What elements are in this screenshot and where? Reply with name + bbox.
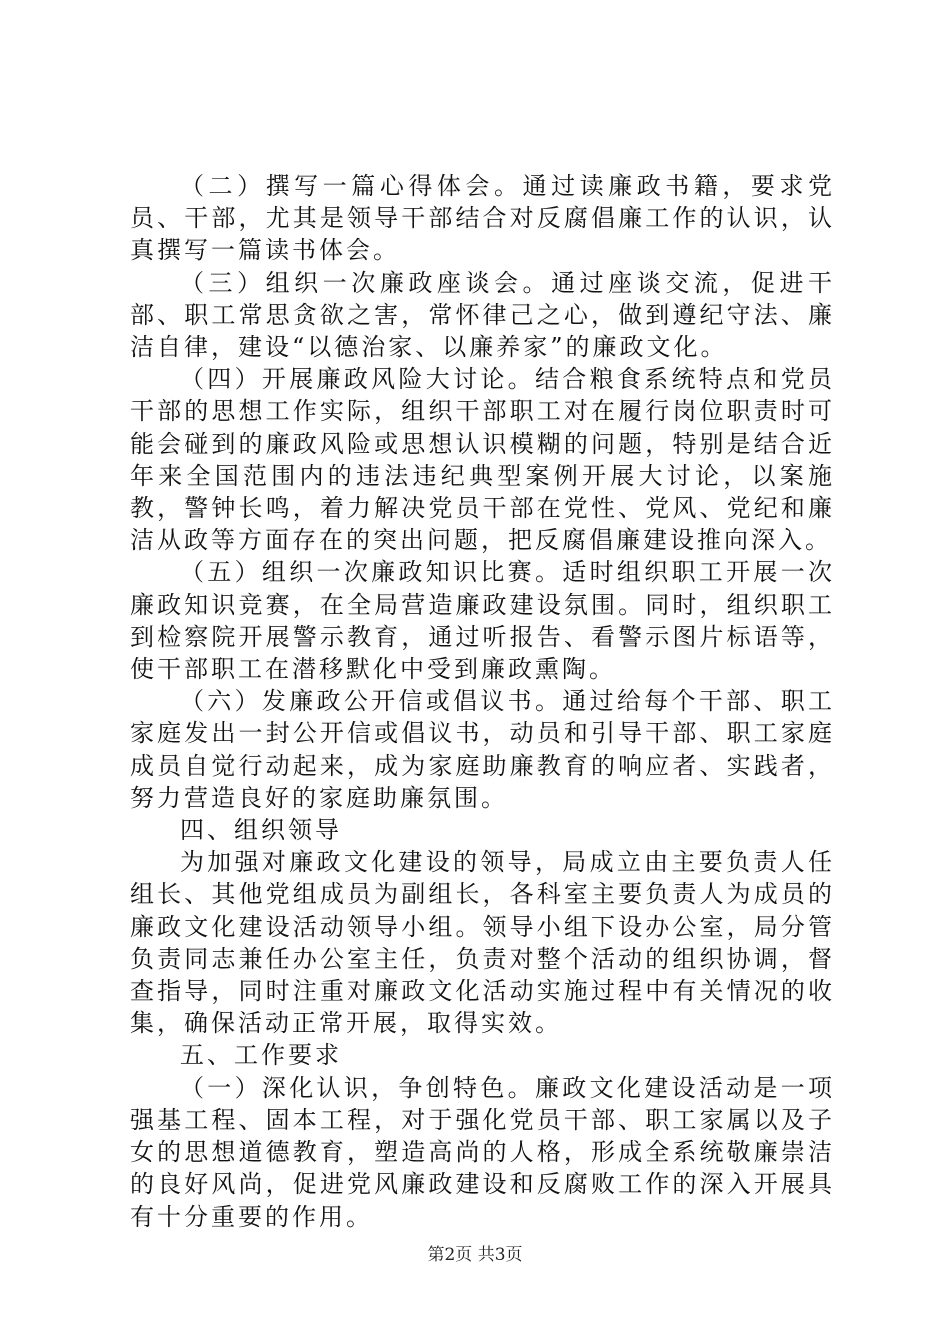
paragraph-organization: 为加强对廉政文化建设的领导，局成立由主要负责人任组长、其他党组成员为副组长，各科室主要负责人为成员的廉政文化建设活动领导小组。领导小组下设办公室，局分管负责同志兼任办公室主任，负责对整个活动的组织协调，督查指导，同时注重对廉政文化活动实施过程中有关情况的收集，确保活动正常开展，取得实效。 [130,848,835,1038]
paragraph-section-3-item-5: （五）组织一次廉政知识比赛。适时组织职工开展一次廉政知识竞赛，在全局营造廉政建设氛围。同时，组织职工到检察院开展警示教育，通过听报告、看警示图片标语等，使干部职工在潜移默化中受到廉政熏陶。 [130,558,835,684]
paragraph-requirements-item-1: （一）深化认识，争创特色。廉政文化建设活动是一项强基工程、固本工程，对于强化党员干部、职工家属以及子女的思想道德教育，塑造高尚的人格，形成全系统敬廉崇洁的良好风尚，促进党风廉政建设和反腐败工作的深入开展具有十分重要的作用。 [130,1073,835,1231]
paragraph-section-3-item-2: （二）撰写一篇心得体会。通过读廉政书籍，要求党员、干部，尤其是领导干部结合对反腐倡廉工作的认识，认真撰写一篇读书体会。 [130,172,835,265]
document-body [130,170,835,1233]
paragraph-section-3-item-6: （六）发廉政公开信或倡议书。通过给每个干部、职工家庭发出一封公开信或倡议书，动员和引导干部、职工家庭成员自觉行动起来，成为家庭助廉教育的响应者、实践者，努力营造良好的家庭助廉氛围。 [130,687,835,812]
page-number-footer: 第2页 共3页 [427,1245,523,1265]
section-heading-requirements: 五、工作要求 [180,1041,342,1070]
paragraph-section-3-item-4: （四）开展廉政风险大讨论。结合粮食系统特点和党员干部的思想工作实际，组织干部职工对在履行岗位职责时可能会碰到的廉政风险或思想认识模糊的问题，特别是结合近年来全国范围内的违法违纪典型案例开展大讨论，以案施教，警钟长鸣，着力解决党员干部在党性、党风、党纪和廉洁从政等方面存在的突出问题，把反腐倡廉建设推向深入。 [130,365,835,555]
paragraph-section-3-item-3: （三）组织一次廉政座谈会。通过座谈交流，促进干部、职工常思贪欲之害，常怀律己之心，做到遵纪守法、廉洁自律，建设“以德治家、以廉养家”的廉政文化。 [130,268,835,362]
section-heading-organization: 四、组织领导 [180,816,342,845]
